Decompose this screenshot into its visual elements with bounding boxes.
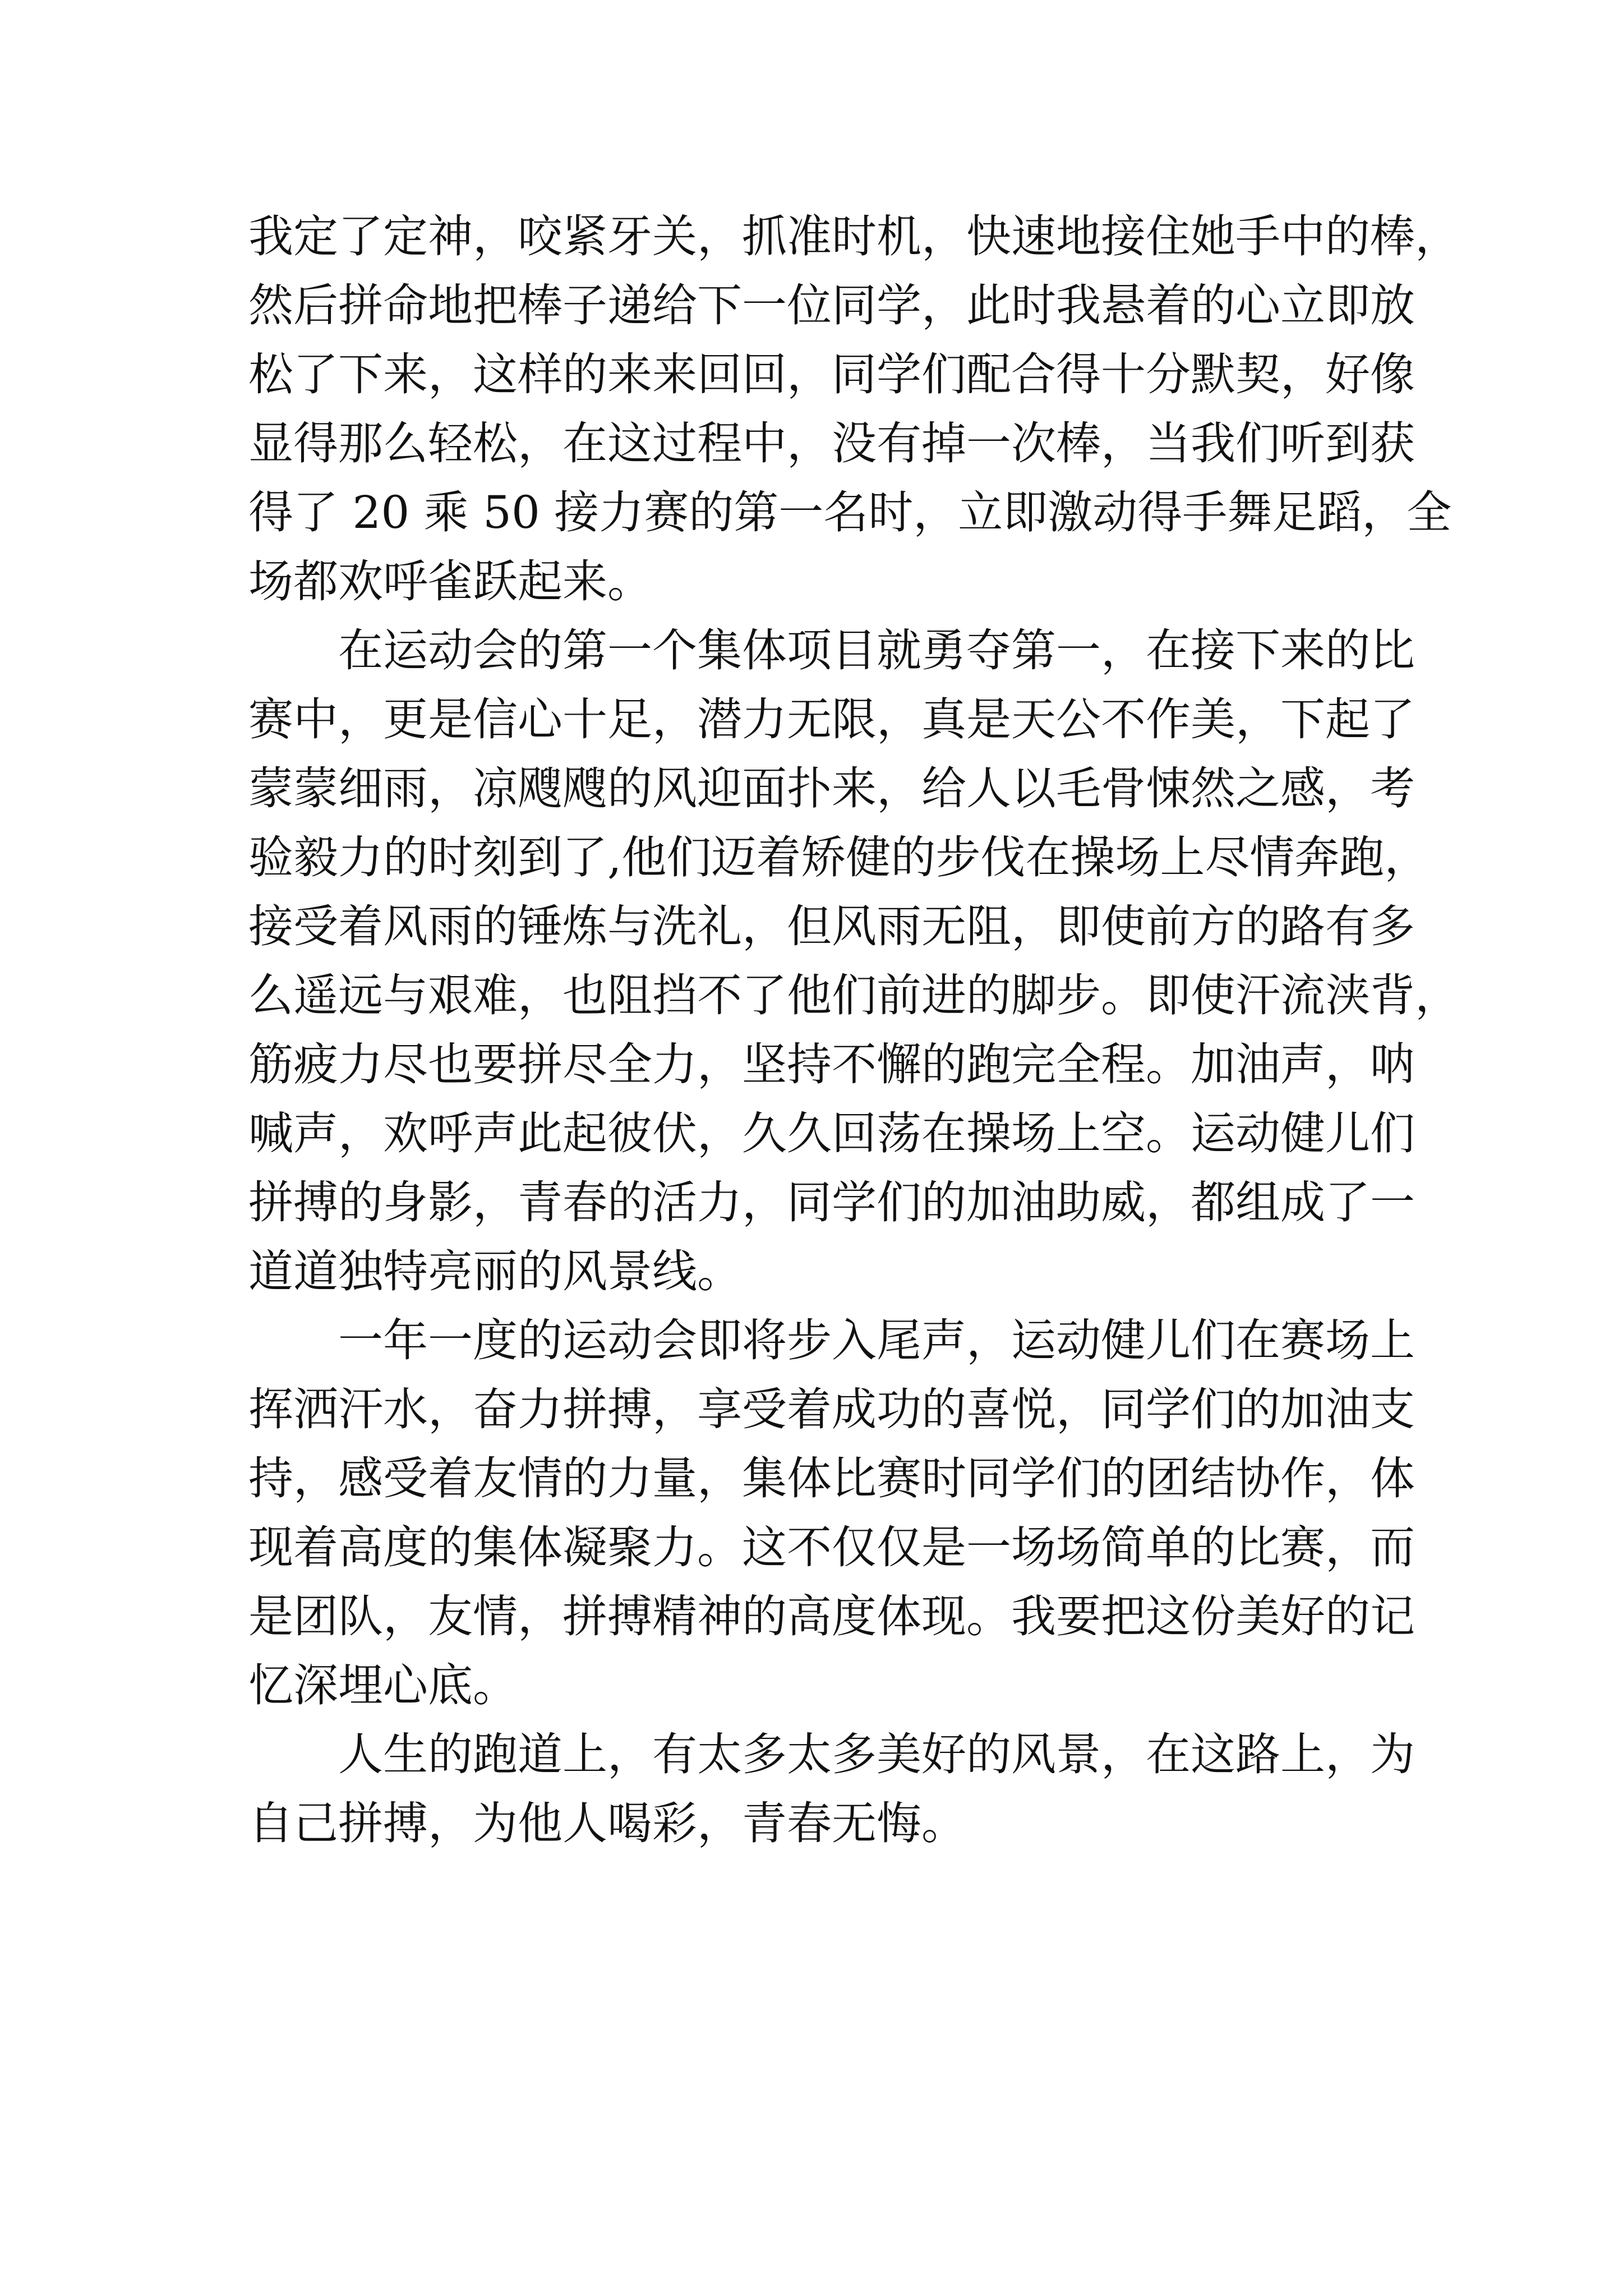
text-line: 松了下来，这样的来来回回，同学们配合得十分默契，好像 <box>248 348 1415 401</box>
text-line: 么遥远与艰难，也阻挡不了他们前进的脚步。即使汗流浃背， <box>248 969 1460 1022</box>
text-line: 人生的跑道上，有太多太多美好的风景，在这路上，为 <box>338 1728 1415 1780</box>
text-line: 接受着风雨的锤炼与洗礼，但风雨无阻，即使前方的路有多 <box>248 900 1415 953</box>
text-line: 在运动会的第一个集体项目就勇夺第一，在接下来的比 <box>338 624 1415 677</box>
text-line: 拼搏的身影，青春的活力，同学们的加油助威，都组成了一 <box>248 1176 1415 1228</box>
text-line: 忆深埋心底。 <box>248 1659 518 1711</box>
text-line: 显得那么轻松，在这过程中，没有掉一次棒，当我们听到获 <box>248 417 1415 470</box>
text-line: 筋疲力尽也要拼尽全力，坚持不懈的跑完全程。加油声，呐 <box>248 1038 1415 1091</box>
text-line: 我定了定神，咬紧牙关，抓准时机，快速地接住她手中的棒， <box>248 210 1460 263</box>
text-line: 道道独特亮丽的风景线。 <box>248 1245 742 1297</box>
document-body <box>248 202 1460 1858</box>
text-line: 挥洒汗水，奋力拼搏，享受着成功的喜悦，同学们的加油支 <box>248 1383 1415 1435</box>
text-line: 赛中，更是信心十足，潜力无限，真是天公不作美，下起了 <box>248 693 1415 746</box>
paragraph-4 <box>248 1720 1415 1858</box>
text-line: 蒙蒙细雨，凉飕飕的风迎面扑来，给人以毛骨悚然之感，考 <box>248 762 1415 815</box>
text-line: 一年一度的运动会即将步入尾声，运动健儿们在赛场上 <box>338 1314 1415 1366</box>
paragraph-3 <box>248 1306 1415 1720</box>
text-line: 验毅力的时刻到了,他们迈着矫健的步伐在操场上尽情奔跑， <box>248 831 1430 884</box>
text-line: 然后拼命地把棒子递给下一位同学，此时我悬着的心立即放 <box>248 279 1415 332</box>
text-line: 自己拼搏，为他人喝彩，青春无悔。 <box>248 1797 966 1849</box>
text-line: 持，感受着友情的力量，集体比赛时同学们的团结协作，体 <box>248 1452 1415 1504</box>
text-line: 现着高度的集体凝聚力。这不仅仅是一场场简单的比赛，而 <box>248 1521 1415 1573</box>
paragraph-1 <box>248 202 1460 616</box>
text-line: 场都欢呼雀跃起来。 <box>248 555 652 608</box>
text-line: 喊声，欢呼声此起彼伏，久久回荡在操场上空。运动健儿们 <box>248 1107 1415 1159</box>
text-line: 是团队，友情，拼搏精神的高度体现。我要把这份美好的记 <box>248 1590 1415 1642</box>
text-line: 得了 20 乘 50 接力赛的第一名时，立即激动得手舞足蹈，全 <box>248 486 1452 539</box>
paragraph-2 <box>248 616 1460 1306</box>
